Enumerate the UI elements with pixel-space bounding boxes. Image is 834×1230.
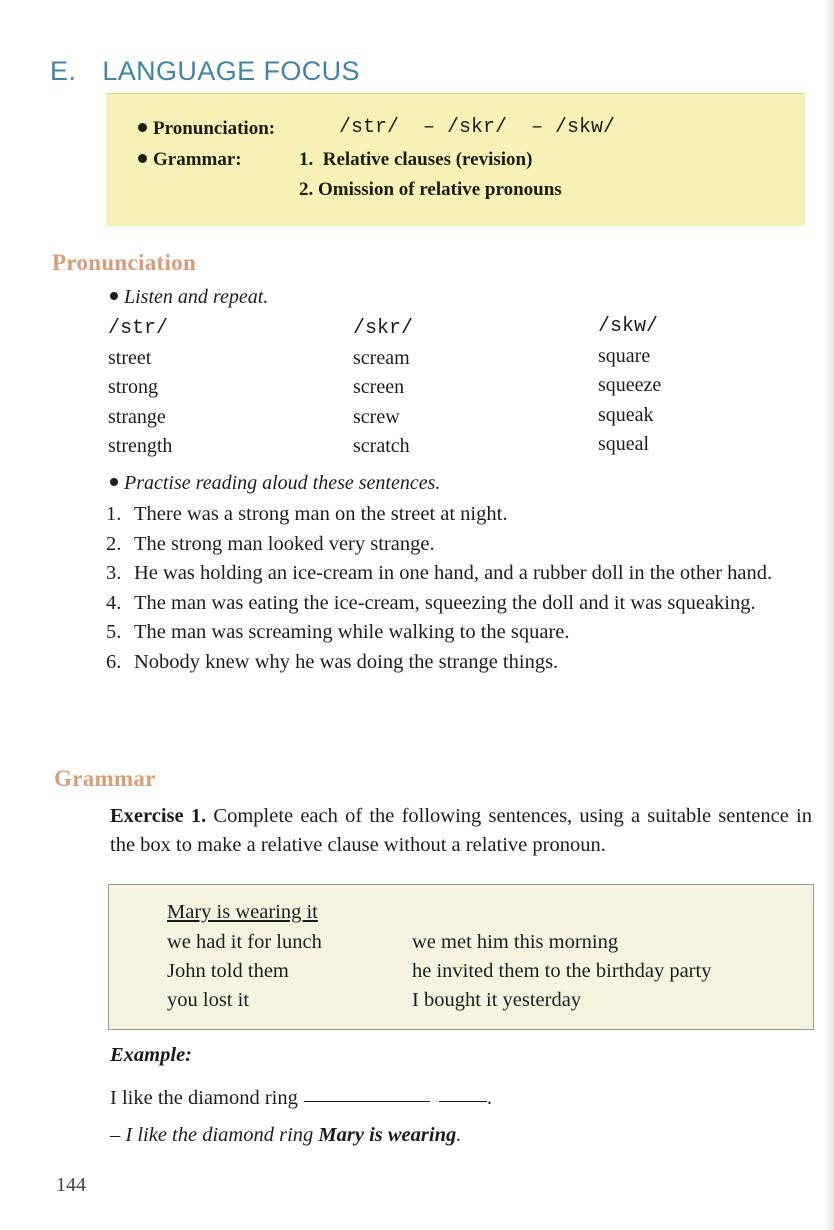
sentence-item [106,500,811,530]
practise-instruction [110,472,440,495]
sentence-number: 6. [106,650,122,673]
focus-pronunciation-line [138,118,275,140]
section-letter: E. [50,56,77,86]
sentence-number: 5. [106,621,122,643]
example-question [110,1087,492,1110]
word: squeak [598,403,654,426]
example-answer [110,1124,461,1147]
answer-blank [304,1100,430,1102]
box-sentence-right: I bought it yesterday [412,989,582,1011]
box-sentence-left: we had it for lunch [167,931,322,953]
example-answer-bold: Mary is wearing [318,1124,457,1146]
word: square [598,344,651,367]
example-label: Example: [110,1044,192,1066]
listen-instruction [110,286,268,309]
page-number: 144 [56,1174,86,1196]
example-answer-end: . [456,1124,462,1146]
word: strange [108,405,166,428]
box-sentence-left: John told them [167,960,289,982]
sentence-item [106,648,811,678]
section-title [50,56,360,87]
sentence-number: 2. [106,532,122,555]
focus-pronunciation-label: Pronunciation: [153,118,276,139]
section-title-text: LANGUAGE FOCUS [102,56,360,86]
word: street [108,346,152,369]
word-column-skr [353,314,413,462]
word: squeal [598,433,650,455]
bullet-icon [110,478,118,486]
word: scream [353,346,410,369]
word-column-str [108,314,172,462]
exercise-label: Exercise 1. [110,805,207,827]
language-focus-box [106,93,805,226]
word: screw [353,405,400,428]
pronunciation-heading: Pronunciation [52,250,197,275]
sentence-item [106,559,811,589]
answer-blank [439,1100,487,1102]
example-answer-prefix: – I like the diamond ring [110,1124,314,1146]
bullet-icon [110,292,118,300]
word: strength [108,435,173,457]
word: strong [108,376,158,398]
sentence-item [106,618,811,648]
focus-grammar-label: Grammar: [153,149,242,170]
grammar-heading: Grammar [54,766,156,791]
example-question-text: I like the diamond ring [110,1087,298,1109]
focus-pronunciation-sounds: /str/ – /skr/ – /skw/ [339,116,616,139]
page-edge-shadow [824,0,834,1230]
sentence-text: The man was eating the ice-cream, squeezing the doll and it was squeaking. [134,591,756,614]
sentence-item [106,589,811,619]
practise-instruction-text: Practise reading aloud these sentences. [124,472,441,494]
column-header: /skw/ [598,315,659,338]
sentence-text: The man was screaming while walking to the square. [134,621,570,643]
sentence-item [106,530,811,560]
word: scratch [353,435,410,457]
column-header: /str/ [108,317,169,340]
bullet-icon [138,123,147,132]
sentence-text: There was a strong man on the street at night. [134,503,508,525]
focus-grammar-item-1: 1. Relative clauses (revision) [299,149,533,170]
box-sentence-right: we met him this morning [412,931,619,953]
sentence-number: 3. [106,562,122,584]
sentence-text: Nobody knew why he was doing the strange things. [134,650,559,673]
word-column-skw [598,312,661,460]
listen-instruction-text: Listen and repeat. [124,286,269,308]
sentence-number: 1. [106,503,122,525]
exercise-1-instructions [110,802,812,860]
box-sentence-left: Mary is wearing it [167,901,318,923]
practice-sentences [106,500,811,677]
word: squeeze [598,374,662,396]
word: screen [353,376,405,398]
bullet-icon [138,154,147,163]
sentence-text: The strong man looked very strange. [134,532,435,555]
focus-grammar-item-2: 2. Omission of relative pronouns [299,179,562,200]
box-sentence-right: he invited them to the birthday party [412,960,712,982]
column-header: /skr/ [353,317,414,340]
sentence-box [108,884,814,1030]
sentence-number: 4. [106,591,122,614]
sentence-text: He was holding an ice-cream in one hand, and a rubber doll in the other hand. [134,562,773,584]
exercise-text: Complete each of the following sentences, using a suitable sentence in the box to make a relative clause without a relative pronoun. [110,805,812,856]
focus-grammar-line [138,149,242,171]
box-sentence-left: you lost it [167,989,250,1011]
example-question-end: . [486,1087,492,1109]
